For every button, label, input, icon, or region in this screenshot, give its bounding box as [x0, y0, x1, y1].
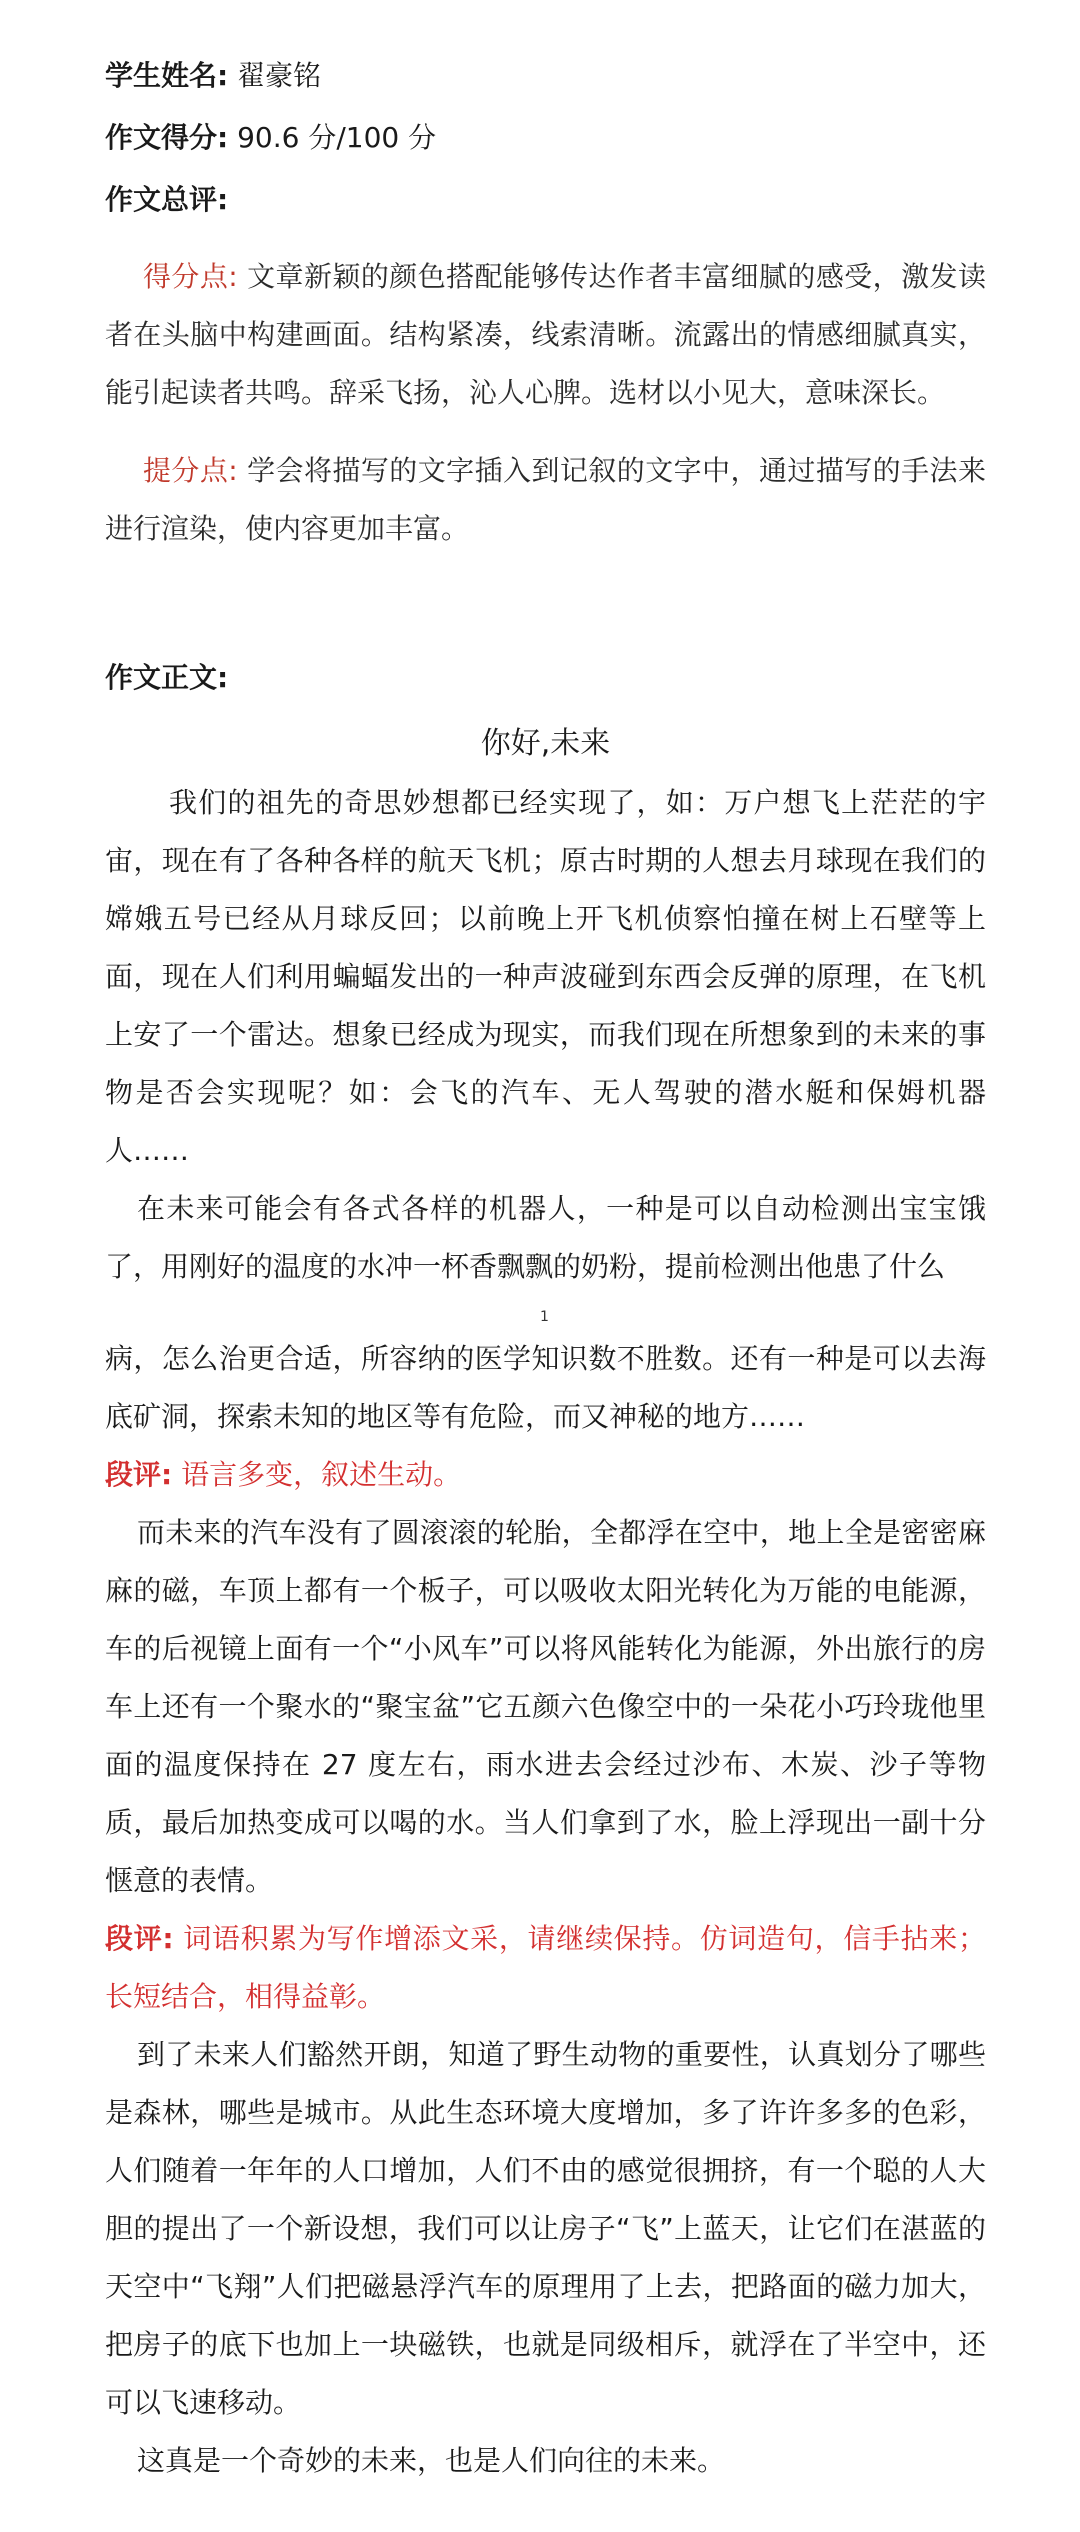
comment-2-text: 词语积累为写作增添文采，请继续保持。仿词造句，信手拈来；长短结合，相得益彰。: [105, 1922, 986, 2013]
score-points-text: 文章新颖的颜色搭配能够传达作者丰富细腻的感受，激发读者在头脑中构建画面。结构紧凑，线索清晰。流露出的情感细腻真实，能引起读者共鸣。辞采飞扬，沁人心脾。选材以小见大，意味深长。: [105, 260, 986, 409]
score-points-label: 得分点:: [143, 260, 238, 293]
improve-points-section: [105, 442, 986, 558]
essay-heading: 作文正文:: [105, 661, 229, 694]
review-heading: 作文总评:: [105, 183, 229, 216]
score-points-section: [105, 248, 986, 422]
essay-paragraph-1: 我们的祖先的奇思妙想都已经实现了，如：万户想飞上茫茫的宇宙，现在有了各种各样的航天飞机；原古时期的人想去月球现在我们的嫦娥五号已经从月球反回；以前晚上开飞机侦察怕撞在树上石壁等上面，现在人们利用蝙蝠发出的一种声波碰到东西会反弹的原理，在飞机上安了一个雷达。想象已经成为现实，而我们现在所想象到的未来的事物是否会实现呢？如：会飞的汽车、无人驾驶的潜水艇和保姆机器人……: [105, 786, 986, 1167]
essay-title: 你好,未来: [480, 726, 611, 761]
essay-paragraph-2-part-b: 病，怎么治更合适，所容纳的医学知识数不胜数。还有一种是可以去海底矿洞，探索未知的地区等有危险，而又神秘的地方……: [105, 1342, 986, 1433]
score-line: [105, 120, 986, 156]
improve-points-label: 提分点:: [143, 454, 238, 487]
improve-points-text: 学会将描写的文字插入到记叙的文字中，通过描写的手法来进行渲染，使内容更加丰富。: [105, 454, 986, 545]
essay-paragraph-4: 到了未来人们豁然开朗，知道了野生动物的重要性，认真划分了哪些是森林，哪些是城市。从此生态环境大度增加，多了许许多多的色彩，人们随着一年年的人口增加，人们不由的感觉很拥挤，有一个聪的人大胆的提出了一个新设想，我们可以让房子“飞”上蓝天，让它们在湛蓝的天空中“飞翔”人们把磁悬浮汽车的原理用了上去，把路面的磁力加大，把房子的底下也加上一块磁铁，也就是同级相斥，就浮在了半空中，还可以飞速移动。: [105, 2038, 986, 2419]
page-number: 1: [540, 1309, 549, 1325]
score-value: 90.6 分/100 分: [237, 121, 437, 154]
essay-paragraph-3: 而未来的汽车没有了圆滚滚的轮胎，全都浮在空中，地上全是密密麻麻的磁，车顶上都有一个板子，可以吸收太阳光转化为万能的电能源，车的后视镜上面有一个“小风车”可以将风能转化为能源，外出旅行的房车上还有一个聚水的“聚宝盆”它五颜六色像空中的一朵花小巧玲珑他里面的温度保持在 27 度左右，雨水进去会经过沙布、木炭、沙子等物质，最后加热变成可以喝的水。当人们拿到了水，脸上浮现出一副十分惬意的表情。: [105, 1516, 986, 1897]
comment-1-text: 语言多变，叙述生动。: [181, 1458, 462, 1491]
paragraph-comment-2: [105, 1910, 986, 2026]
student-name-label: 学生姓名:: [105, 59, 229, 92]
essay-paragraph-2-part-a: 在未来可能会有各式各样的机器人，一种是可以自动检测出宝宝饿了，用刚好的温度的水冲一杯香飘飘的奶粉，提前检测出他患了什么: [105, 1192, 986, 1283]
student-name: 翟豪铭: [237, 59, 322, 92]
comment-1-label: 段评:: [105, 1458, 173, 1491]
review-heading-line: [105, 182, 986, 218]
essay-paragraph-5: 这真是一个奇妙的未来，也是人们向往的未来。: [137, 2444, 726, 2477]
page-break: [105, 1296, 986, 1330]
paragraph-comment-1: [105, 1446, 986, 1504]
score-label: 作文得分:: [105, 121, 229, 154]
comment-2-label: 段评:: [105, 1922, 174, 1955]
student-name-line: [105, 58, 986, 94]
